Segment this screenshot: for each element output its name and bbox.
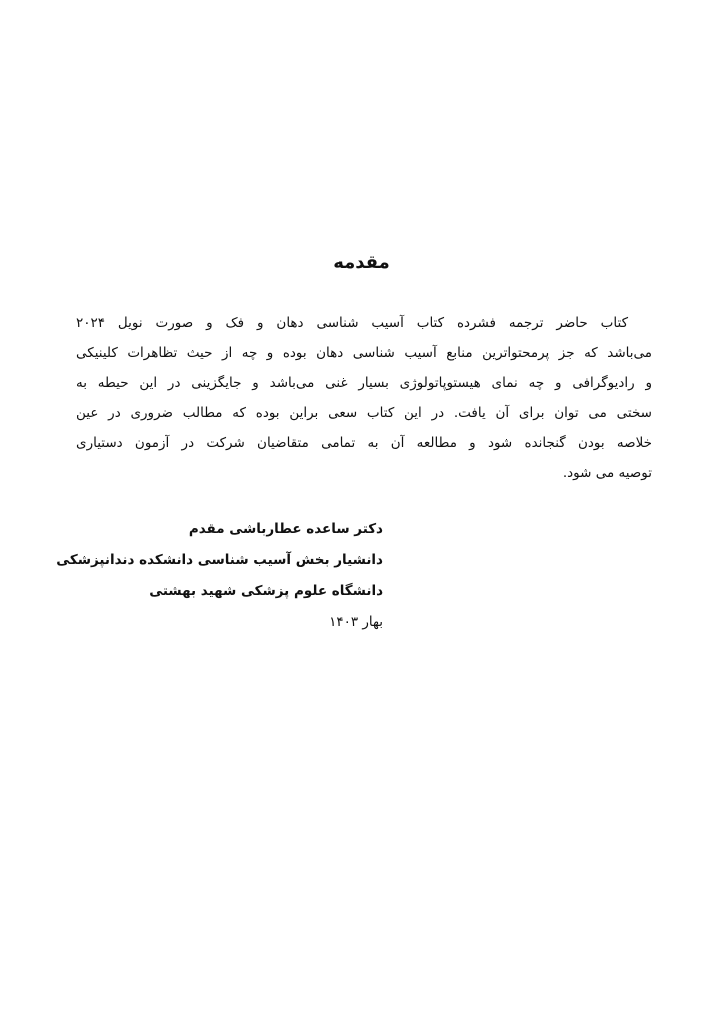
document-date: بهار ۱۴۰۳ — [329, 614, 383, 630]
paragraph-line: و رادیوگرافی و چه نمای هیستوپاتولوژی بسیار غنی می‌باشد و جایگزینی در این حیطه به — [76, 375, 652, 391]
paragraph-line: کتاب حاضر ترجمه فشرده کتاب آسیب شناسی دهان و فک و صورت نویل ۲۰۲۴ — [76, 315, 628, 331]
paragraph-line: خلاصه بودن گنجانده شود و مطالعه آن به تمامی متقاضیان شرکت در آزمون دستیاری — [76, 435, 652, 451]
page-title: مقدمه — [333, 252, 390, 273]
author-university: دانشگاه علوم پزشکی شهید بهشتی — [149, 583, 383, 599]
author-position: دانشیار بخش آسیب شناسی دانشکده دندانپزشکی — [56, 552, 383, 568]
paragraph-line: سختی می توان برای آن یافت. در این کتاب سعی براین بوده که مطالب ضروری در عین — [76, 405, 652, 421]
author-name: دکتر ساعده عطارباشی مقدم — [188, 521, 383, 537]
paragraph-line: می‌باشد که جز پرمحتواترین منابع آسیب شناسی دهان بوده و چه از حیث تظاهرات کلینیکی — [76, 345, 652, 361]
signature-block — [56, 514, 383, 638]
introduction-paragraph — [76, 308, 652, 488]
paragraph-line: توصیه می شود. — [562, 465, 652, 481]
